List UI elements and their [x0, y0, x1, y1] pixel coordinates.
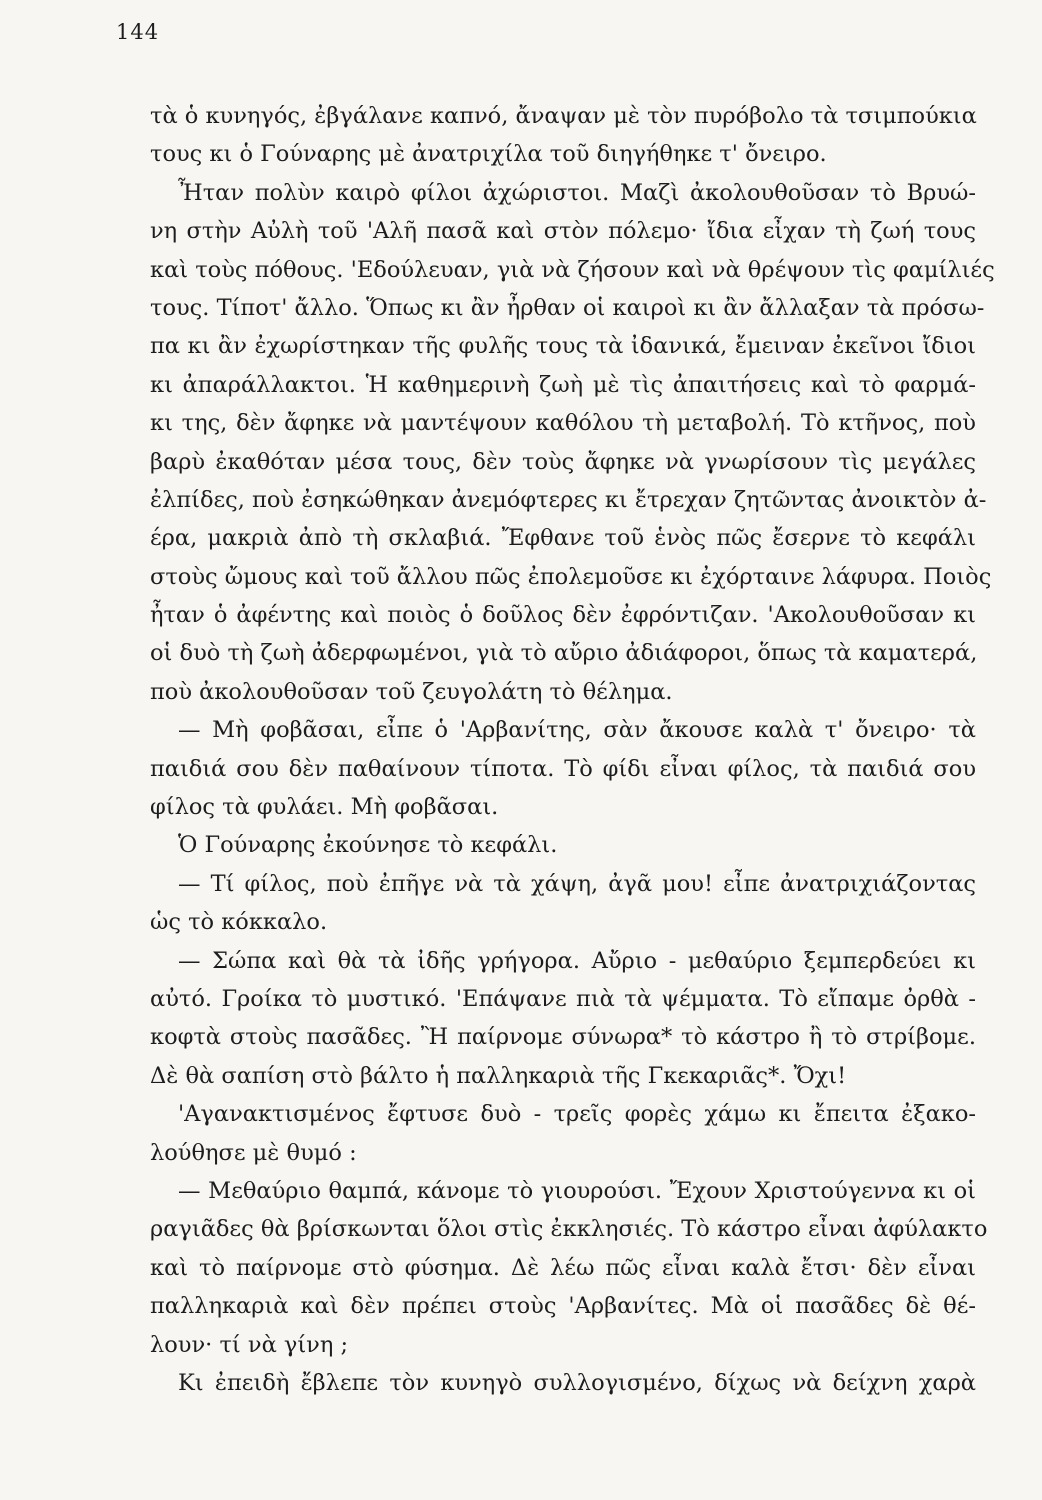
paragraph: [150, 97, 976, 174]
text-line: καὶ τὸ παίρνομε στὸ φύσημα. Δὲ λέω πῶς εἶναι καλὰ ἔτσι· δὲν εἶναι: [150, 1254, 976, 1281]
text-line: ποὺ ἀκολουθοῦσαν τοῦ ζευγολάτη τὸ θέλημα.: [150, 678, 673, 705]
text-line: έρα, μακριὰ ἀπὸ τὴ σκλαβιά. Ἔφθανε τοῦ ἑνὸς πῶς ἔσερνε τὸ κεφάλι: [150, 525, 976, 552]
paragraph: [150, 174, 995, 711]
text-line: λουν· τί νὰ γίνη ;: [150, 1331, 349, 1358]
page-number: 144: [116, 20, 160, 44]
text-line: — Τί φίλος, ποὺ ἐπῆγε νὰ τὰ χάψη, ἀγᾶ μου! εἶπε ἀνατριχιάζοντας: [178, 870, 976, 897]
text-line: — Σώπα καὶ θὰ τὰ ἰδῆς γρήγορα. Αὔριο - μεθαύριο ξεμπερδεύει κι: [178, 947, 976, 974]
text-line: παιδιά σου δὲν παθαίνουν τίποτα. Τὸ φίδι εἶναι φίλος, τὰ παιδιά σου: [150, 755, 976, 782]
text-line: νη στὴν Αὐλὴ τοῦ 'Αλῆ πασᾶ καὶ στὸν πόλεμο· ἴδια εἶχαν τὴ ζωή τους: [150, 218, 976, 245]
text-line: οἱ δυὸ τὴ ζωὴ ἀδερφωμένοι, γιὰ τὸ αὔριο ἀδιάφοροι, ὅπως τὰ καματερά,: [150, 640, 978, 667]
text-line: βαρὺ ἐκαθόταν μέσα τους, δὲν τοὺς ἄφηκε νὰ γνωρίσουν τὶς μεγάλες: [150, 448, 976, 475]
text-line: πα κι ἂν ἐχωρίστηκαν τῆς φυλῆς τους τὰ ἰδανικά, ἔμειναν ἐκεῖνοι ἴδιοι: [150, 333, 976, 360]
text-line: Δὲ θὰ σαπίση στὸ βάλτο ἡ παλληκαριὰ τῆς Γκεκαριᾶς*. Ὄχι!: [150, 1062, 847, 1089]
text-line: ἦταν ὁ ἀφέντης καὶ ποιὸς ὁ δοῦλος δὲν ἐφρόντιζαν. 'Ακολουθοῦσαν κι: [150, 602, 976, 629]
paragraph: [150, 1364, 976, 1402]
text-line: — Μεθαύριο θαμπά, κάνομε τὸ γιουρούσι. Ἔχουν Χριστούγεννα κι οἱ: [178, 1177, 976, 1204]
text-line: 'Αγανακτισμένος ἔφτυσε δυὸ - τρεῖς φορὲς χάμω κι ἔπειτα ἐξακο-: [178, 1101, 976, 1128]
text-line: κι ἀπαράλλακτοι. Ἡ καθημερινὴ ζωὴ μὲ τὶς ἀπαιτήσεις καὶ τὸ φαρμά-: [150, 371, 976, 398]
text-line: τὰ ὁ κυνηγός, ἐβγάλανε καπνό, ἄναψαν μὲ τὸν πυρόβολο τὰ τσιμπούκια: [150, 103, 977, 129]
paragraph: [150, 942, 976, 1096]
text-line: Κι ἐπειδὴ ἔβλεπε τὸν κυνηγὸ συλλογισμένο, δίχως νὰ δείχνη χαρὰ: [178, 1369, 976, 1396]
paragraph: [150, 826, 976, 864]
text-line: παλληκαριὰ καὶ δὲν πρέπει στοὺς 'Αρβανίτες. Μὰ οἱ πασᾶδες δὲ θέ-: [150, 1293, 976, 1320]
paragraph: [150, 1172, 988, 1364]
text-line: Ἦταν πολὺν καιρὸ φίλοι ἀχώριστοι. Μαζὶ ἀκολουθοῦσαν τὸ Βρυώ-: [178, 179, 976, 206]
text-line: τους κι ὁ Γούναρης μὲ ἀνατριχίλα τοῦ διηγήθηκε τ' ὄνειρο.: [150, 141, 827, 168]
paragraph: [150, 711, 976, 826]
text-line: τους. Τίποτ' ἄλλο. Ὅπως κι ἂν ἦρθαν οἱ καιροὶ κι ἂν ἄλλαξαν τὰ πρόσω-: [150, 294, 985, 321]
text-line: κι της, δὲν ἄφηκε νὰ μαντέψουν καθόλου τὴ μεταβολή. Τὸ κτῆνος, ποὺ: [150, 410, 976, 437]
text-line: λούθησε μὲ θυμό :: [150, 1139, 357, 1166]
text-line: Ὁ Γούναρης ἐκούνησε τὸ κεφάλι.: [178, 832, 558, 859]
text-line: φίλος τὰ φυλάει. Μὴ φοβᾶσαι.: [150, 794, 499, 821]
paragraph: [150, 1095, 976, 1172]
text-line: καὶ τοὺς πόθους. 'Εδούλευαν, γιὰ νὰ ζήσουν καὶ νὰ θρέψουν τὶς φαμίλιές: [150, 256, 995, 283]
text-line: κοφτὰ στοὺς πασᾶδες. Ἢ παίρνομε σύνωρα* τὸ κάστρο ἢ τὸ στρίβομε.: [150, 1024, 976, 1051]
paragraph: [150, 865, 976, 942]
text-line: ὡς τὸ κόκκαλο.: [150, 909, 328, 936]
text-line: στοὺς ὤμους καὶ τοῦ ἄλλου πῶς ἐπολεμοῦσε κι ἐχόρταινε λάφυρα. Ποιὸς: [150, 563, 992, 590]
text-line: ἐλπίδες, ποὺ ἐσηκώθηκαν ἀνεμόφτερες κι ἔτρεχαν ζητῶντας ἀνοικτὸν ἀ-: [150, 486, 987, 513]
text-line: αὐτό. Γροίκα τὸ μυστικό. 'Επάψανε πιὰ τὰ ψέμματα. Τὸ εἴπαμε ὀρθὰ -: [150, 985, 976, 1012]
text-line: ραγιᾶδες θὰ βρίσκωνται ὅλοι στὶς ἐκκλησιές. Τὸ κάστρο εἶναι ἀφύλακτο: [150, 1216, 988, 1243]
body-text: [150, 97, 995, 1402]
text-line: — Μὴ φοβᾶσαι, εἶπε ὁ 'Αρβανίτης, σὰν ἄκουσε καλὰ τ' ὄνειρο· τὰ: [178, 717, 976, 744]
